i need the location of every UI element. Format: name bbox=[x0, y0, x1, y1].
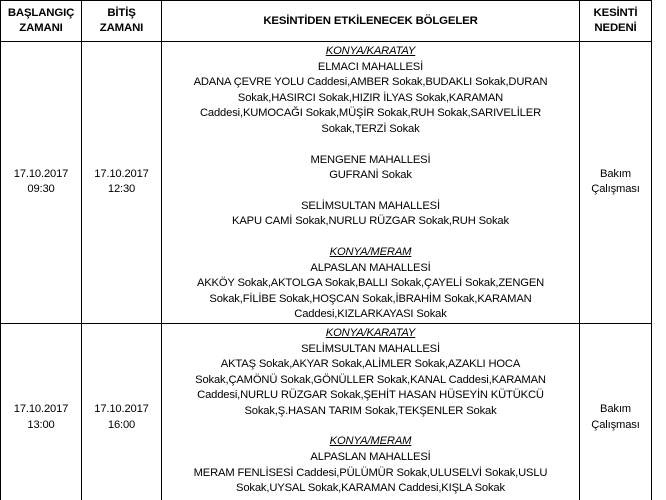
neighborhood-name: ALPASLAN MAHALLESİ bbox=[310, 451, 431, 464]
header-end-line2: ZAMANI bbox=[99, 22, 144, 34]
reason-line2: Çalışması bbox=[591, 183, 640, 196]
header-affected-areas bbox=[162, 1, 580, 42]
neighborhood-name: ELMACI MAHALLESİ bbox=[317, 60, 424, 73]
end-date: 17.10.2017 bbox=[94, 167, 149, 180]
street-list-line: Sokak,Ş.HASAN TARIM Sokak,TEKŞENLER Sokak bbox=[244, 404, 497, 417]
end-time-cell bbox=[82, 323, 162, 500]
table-row bbox=[1, 42, 652, 324]
header-end-time bbox=[82, 1, 162, 42]
street-list-line: Caddesi,NURLU RÜZGAR Sokak,ŞEHİT HASAN HÜSEYİN KÜTÜKCÜ bbox=[197, 389, 544, 402]
reason-cell bbox=[580, 42, 652, 324]
start-time: 09:30 bbox=[27, 183, 55, 196]
header-reason bbox=[580, 1, 652, 42]
street-list-line: GUFRANİ Sokak bbox=[329, 169, 412, 182]
street-list-line: Sokak,ÇAMÖNÜ Sokak,GÖNÜLLER Sokak,KANAL Caddesi,KARAMAN bbox=[195, 373, 546, 386]
reason-line1: Bakım bbox=[600, 403, 631, 416]
street-list-line: KAPU CAMİ Sokak,NURLU RÜZGAR Sokak,RUH Sokak bbox=[232, 215, 509, 228]
region-heading: KONYA/MERAM bbox=[329, 245, 412, 258]
end-date: 17.10.2017 bbox=[94, 403, 149, 416]
neighborhood-name: SELİMSULTAN MAHALLESİ bbox=[301, 199, 440, 212]
street-list-line: AKKÖY Sokak,AKTOLGA Sokak,BALLI Sokak,ÇAYELİ Sokak,ZENGEN bbox=[196, 277, 545, 290]
region-heading: KONYA/KARATAY bbox=[325, 45, 416, 57]
street-list-line: Sokak,HASIRCI Sokak,HIZIR İLYAS Sokak,KARAMAN bbox=[237, 91, 504, 104]
header-reason-line2: NEDENİ bbox=[594, 22, 637, 34]
header-start-line2: ZAMANI bbox=[19, 22, 63, 34]
street-list-line: Sokak,FİLİBE Sokak,HOŞCAN Sokak,İBRAHİM Sokak,KARAMAN bbox=[209, 292, 532, 305]
spacer bbox=[165, 230, 576, 245]
spacer bbox=[165, 419, 576, 434]
reason-cell bbox=[580, 323, 652, 500]
header-areas-label: KESİNTİDEN ETKİLENECEK BÖLGELER bbox=[263, 14, 478, 27]
affected-areas-cell bbox=[162, 42, 580, 324]
street-list-line: AKTAŞ Sokak,AKYAR Sokak,ALİMLER Sokak,AZAKLI HOCA bbox=[220, 358, 521, 371]
start-time-cell bbox=[1, 323, 82, 500]
street-list-line: Caddesi,KUMOCAĞI Sokak,MÜŞİR Sokak,RUH Sokak,SARIVELİLER bbox=[199, 107, 541, 120]
spacer bbox=[165, 184, 576, 199]
street-list-line: Caddesi,KIZLARKAYASI Sokak bbox=[294, 308, 447, 321]
end-time: 16:00 bbox=[107, 418, 136, 431]
header-start-time bbox=[1, 1, 82, 42]
neighborhood-name: MENGENE MAHALLESİ bbox=[310, 153, 431, 166]
header-row bbox=[1, 1, 652, 42]
reason-line1: Bakım bbox=[600, 167, 631, 180]
end-time: 12:30 bbox=[107, 183, 136, 196]
header-end-line1: BİTİŞ bbox=[107, 7, 136, 19]
header-start-line1: BAŞLANGIÇ bbox=[7, 7, 75, 19]
reason-line2: Çalışması bbox=[591, 418, 640, 431]
start-time-cell bbox=[1, 42, 82, 324]
street-list-line: Sokak,TERZİ Sokak bbox=[321, 122, 420, 135]
street-list-line: ADANA ÇEVRE YOLU Caddesi,AMBER Sokak,BUDAKLI Sokak,DURAN bbox=[193, 76, 548, 89]
neighborhood-name: ALPASLAN MAHALLESİ bbox=[310, 261, 431, 274]
street-list-line: Sokak,UYSAL Sokak,KARAMAN Caddesi,KIŞLA Sokak bbox=[236, 482, 505, 495]
start-time: 13:00 bbox=[27, 418, 55, 431]
end-time-cell bbox=[82, 42, 162, 324]
header-reason-line1: KESİNTİ bbox=[593, 7, 638, 19]
street-list-line: MERAM FENLİSESİ Caddesi,PÜLÜMÜR Sokak,ULUSELVİ Sokak,USLU bbox=[193, 466, 548, 479]
affected-areas-cell bbox=[162, 323, 580, 500]
neighborhood-name: SELİMSULTAN MAHALLESİ bbox=[301, 342, 440, 355]
table-row bbox=[1, 323, 652, 500]
region-heading: KONYA/MERAM bbox=[329, 435, 412, 448]
region-heading: KONYA/KARATAY bbox=[325, 326, 416, 339]
start-date: 17.10.2017 bbox=[13, 403, 69, 416]
spacer bbox=[165, 138, 576, 153]
start-date: 17.10.2017 bbox=[13, 167, 69, 180]
